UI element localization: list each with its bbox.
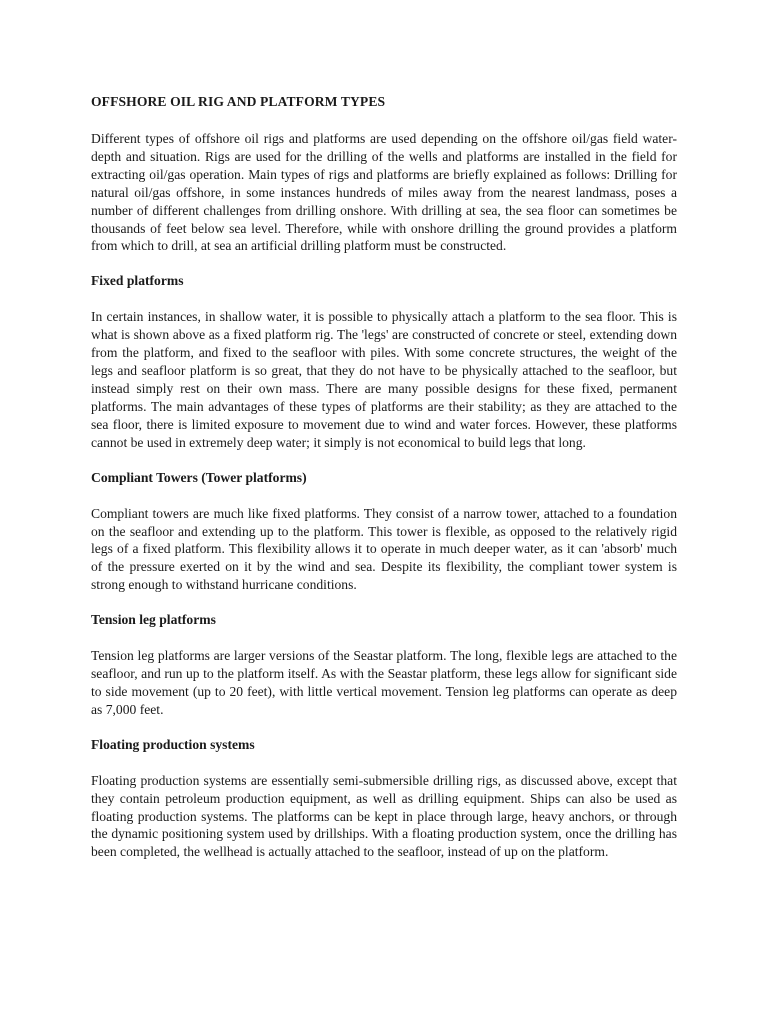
intro-paragraph: Different types of offshore oil rigs and platforms are used depending on the offshore oil/gas field water-depth and situation. Rigs are used for the drilling of the wells and platforms are installed in the field for extracting oil/gas operation. Main types of rigs and platforms are briefly explained as follows: Drilling for natural oil/gas offshore, in some instances hundreds of miles away from the nearest landmass, poses a number of different challenges from drilling onshore. With drilling at sea, the sea floor can sometimes be thousands of feet below sea level. Therefore, while with onshore drilling the ground provides a platform from which to drill, at sea an artificial drilling platform must be constructed.	[91, 131, 677, 254]
section-heading-tension-leg-platforms: Tension leg platforms	[91, 612, 216, 628]
document-page	[91, 93, 677, 878]
section-heading-compliant-towers: Compliant Towers (Tower platforms)	[91, 469, 307, 485]
section-body-fixed-platforms: In certain instances, in shallow water, it is possible to physically attach a platform to the sea floor. This is what is shown above as a fixed platform rig. The 'legs' are constructed of concrete or steel, extending down from the platform, and fixed to the seafloor with piles. With some concrete structures, the weight of the legs and seafloor platform is so great, that they do not have to be physically attached to the seafloor, but instead simply rest on their own mass. There are many possible designs for these fixed, permanent platforms. The main advantages of these types of platforms are their stability; as they are attached to the sea floor, there is limited exposure to movement due to wind and water forces. However, these platforms cannot be used in extremely deep water; it simply is not economical to build legs that long.	[91, 309, 677, 450]
section-heading-floating-production-systems: Floating production systems	[91, 736, 255, 752]
section-body-floating-production-systems: Floating production systems are essentially semi-submersible drilling rigs, as discussed above, except that they contain petroleum production equipment, as well as drilling equipment. Ships can also be used as floating production systems. The platforms can be kept in place through large, heavy anchors, or through the dynamic positioning system used by drillships. With a floating production system, once the drilling has been completed, the wellhead is actually attached to the seafloor, instead of up on the platform.	[91, 772, 677, 860]
section-body-compliant-towers: Compliant towers are much like fixed platforms. They consist of a narrow tower, attached to a foundation on the seafloor and extending up to the platform. This tower is flexible, as opposed to the relatively rigid legs of a fixed platform. This flexibility allows it to operate in much deeper water, as it can 'absorb' much of the pressure exerted on it by the wind and sea. Despite its flexibility, the compliant tower system is strong enough to withstand hurricane conditions.	[91, 505, 677, 593]
section-body-tension-leg-platforms: Tension leg platforms are larger versions of the Seastar platform. The long, flexible legs are attached to the seafloor, and run up to the platform itself. As with the Seastar platform, these legs allow for significant side to side movement (up to 20 feet), with little vertical movement. Tension leg platforms can operate as deep as 7,000 feet.	[91, 648, 677, 717]
section-heading-fixed-platforms: Fixed platforms	[91, 273, 184, 289]
document-title: OFFSHORE OIL RIG AND PLATFORM TYPES	[91, 94, 386, 109]
